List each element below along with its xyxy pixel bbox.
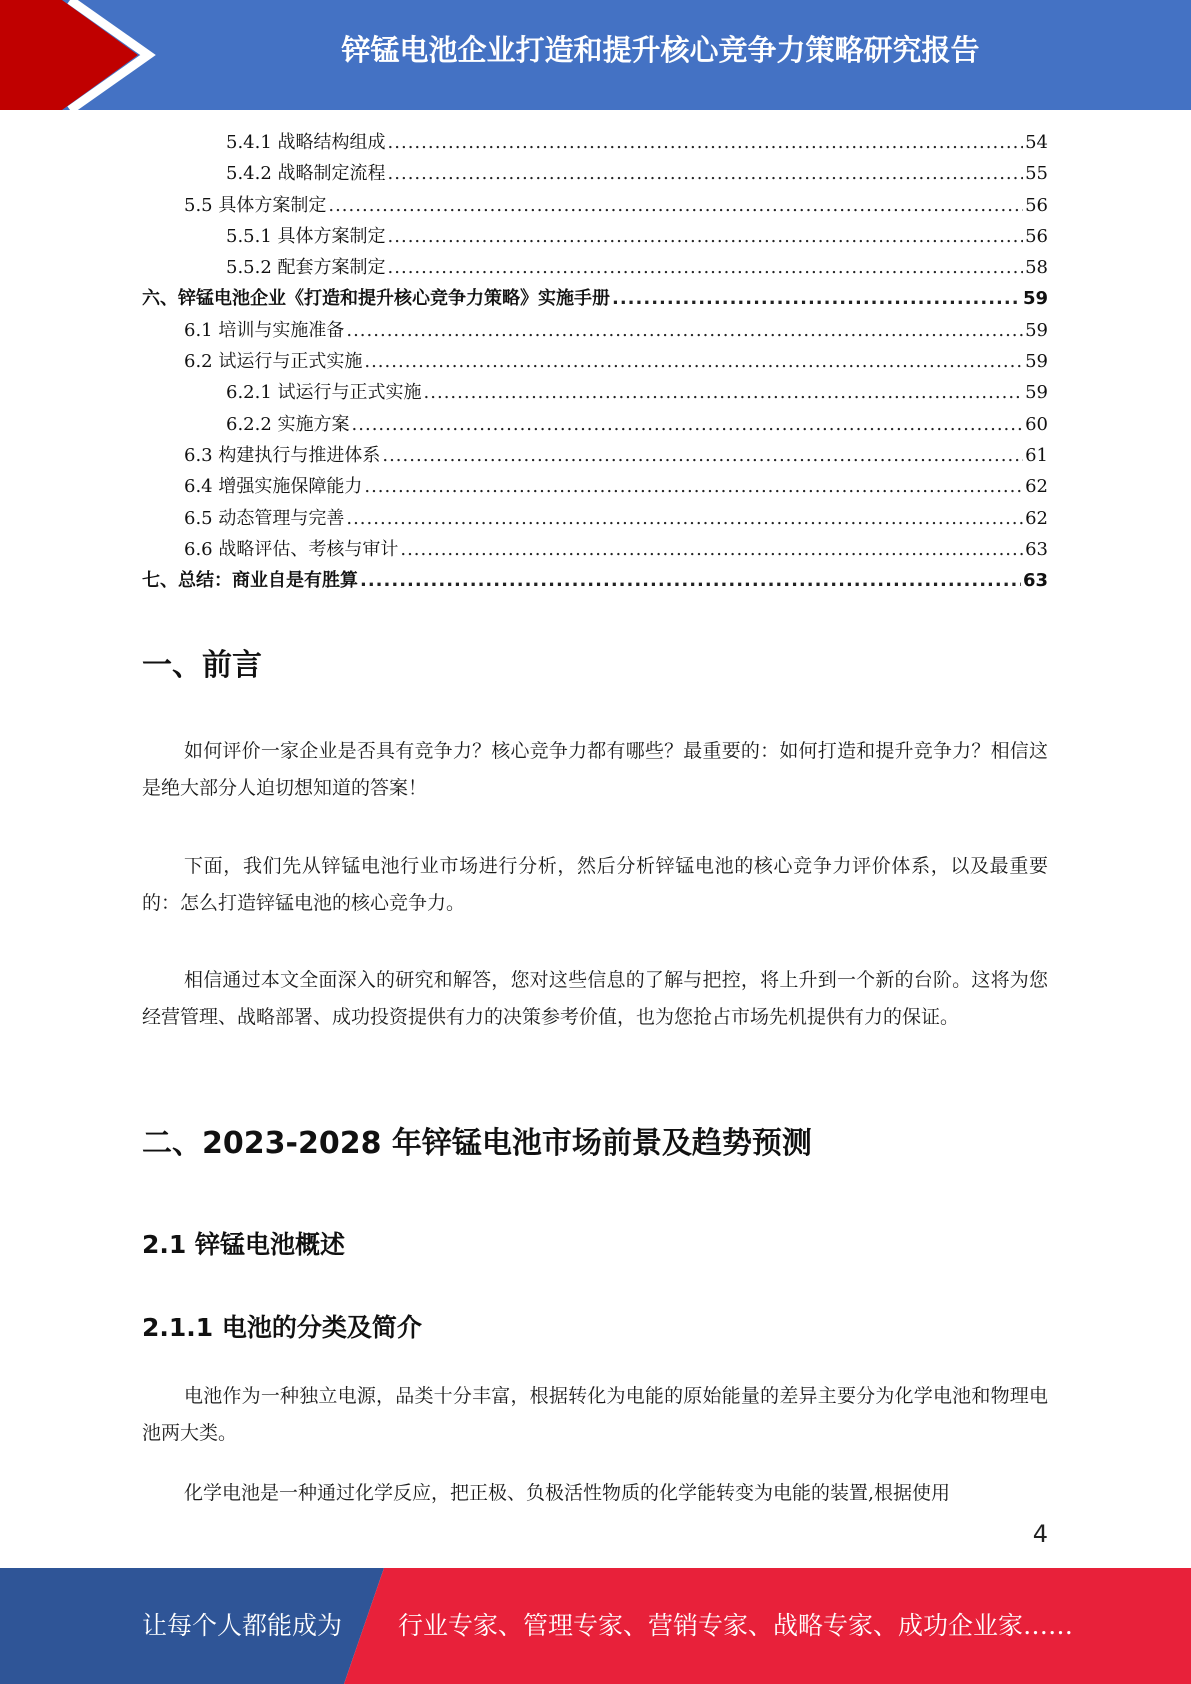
toc-entry[interactable] [142, 222, 1048, 253]
toc-entry[interactable] [142, 441, 1048, 472]
toc-entry-page: 59 [1025, 351, 1048, 373]
footer-slogan-right: 行业专家、管理专家、营销专家、战略专家、成功企业家…… [398, 1611, 1074, 1640]
toc-entry-label: 六、锌锰电池企业《打造和提升核心竞争力策略》实施手册 [142, 288, 610, 310]
paragraph: 化学电池是一种通过化学反应，把正极、负极活性物质的化学能转变为电能的装置,根据使用 [184, 1482, 951, 1504]
toc-leader-dots [382, 445, 1023, 466]
toc-leader-dots [346, 320, 1023, 341]
toc-entry-page: 62 [1025, 476, 1048, 498]
toc-entry[interactable] [142, 566, 1048, 597]
paragraph: 如何评价一家企业是否具有竞争力？核心竞争力都有哪些？最重要的：如何打造和提升竞争力？相信这是绝大部分人迫切想知道的答案！ [142, 740, 1048, 799]
toc-entry-label: 6.2.2 实施方案 [226, 413, 350, 435]
subsection-heading: 2.1 锌锰电池概述 [142, 1230, 345, 1259]
paragraph: 电池作为一种独立电源，品类十分丰富，根据转化为电能的原始能量的差异主要分为化学电池和物理电池两大类。 [142, 1385, 1048, 1444]
subsubsection-heading: 2.1.1 电池的分类及简介 [142, 1313, 422, 1342]
toc-entry-label: 5.5 具体方案制定 [184, 194, 327, 216]
toc-leader-dots [360, 570, 1021, 591]
toc-entry-label: 6.1 培训与实施准备 [184, 319, 345, 341]
toc-entry-label: 5.4.2 战略制定流程 [226, 163, 386, 185]
toc-leader-dots [388, 163, 1024, 184]
toc-entry-page: 61 [1025, 444, 1048, 466]
toc-entry-label: 七、总结：商业自是有胜算 [142, 570, 358, 592]
toc-leader-dots [388, 132, 1024, 153]
table-of-contents [142, 128, 1048, 597]
toc-entry[interactable] [142, 128, 1048, 159]
toc-entry[interactable] [142, 472, 1048, 503]
toc-entry-page: 60 [1025, 413, 1048, 435]
toc-entry-page: 56 [1025, 225, 1048, 247]
page-number: 4 [1032, 1520, 1048, 1548]
toc-entry-label: 5.4.1 战略结构组成 [226, 132, 386, 153]
toc-leader-dots [364, 351, 1023, 372]
header-title: 锌锰电池企业打造和提升核心竞争力策略研究报告 [341, 33, 980, 67]
toc-entry-label: 6.2.1 试运行与正式实施 [226, 382, 422, 404]
page-header [0, 0, 1191, 110]
toc-leader-dots [424, 382, 1024, 403]
toc-entry[interactable] [142, 284, 1048, 315]
toc-entry-page: 59 [1022, 288, 1048, 310]
footer-slogan-left: 让每个人都能成为 [142, 1611, 343, 1640]
toc-entry[interactable] [142, 159, 1048, 190]
toc-entry-page: 59 [1025, 319, 1048, 341]
toc-leader-dots [364, 476, 1023, 497]
toc-entry[interactable] [142, 535, 1048, 566]
toc-leader-dots [352, 414, 1024, 435]
section-heading-preface: 一、前言 [142, 648, 262, 683]
toc-entry[interactable] [142, 316, 1048, 347]
toc-entry-label: 6.3 构建执行与推进体系 [184, 444, 381, 466]
toc-entry-page: 59 [1025, 382, 1048, 404]
toc-entry-page: 63 [1022, 570, 1048, 592]
toc-leader-dots [328, 195, 1023, 216]
toc-entry[interactable] [142, 378, 1048, 409]
toc-leader-dots [612, 288, 1021, 309]
toc-entry[interactable] [142, 347, 1048, 378]
toc-entry-page: 56 [1025, 194, 1048, 216]
paragraph: 下面，我们先从锌锰电池行业市场进行分析，然后分析锌锰电池的核心竞争力评价体系，以及最重要的：怎么打造锌锰电池的核心竞争力。 [142, 855, 1048, 914]
toc-entry-page: 55 [1025, 163, 1048, 185]
toc-leader-dots [388, 226, 1024, 247]
toc-entry-page: 54 [1025, 132, 1048, 153]
toc-leader-dots [400, 539, 1023, 560]
toc-entry[interactable] [142, 410, 1048, 441]
toc-entry[interactable] [142, 191, 1048, 222]
toc-leader-dots [346, 508, 1023, 529]
toc-entry[interactable] [142, 504, 1048, 535]
toc-entry-page: 58 [1025, 257, 1048, 279]
toc-entry-label: 5.5.2 配套方案制定 [226, 257, 386, 279]
page-footer [0, 1568, 1191, 1684]
toc-entry-label: 6.5 动态管理与完善 [184, 507, 345, 529]
toc-entry-page: 62 [1025, 507, 1048, 529]
toc-leader-dots [388, 257, 1024, 278]
toc-entry-label: 6.4 增强实施保障能力 [184, 476, 363, 498]
toc-entry-label: 6.6 战略评估、考核与审计 [184, 538, 399, 560]
toc-entry-label: 5.5.1 具体方案制定 [226, 225, 386, 247]
toc-entry-page: 63 [1025, 538, 1048, 560]
toc-entry-label: 6.2 试运行与正式实施 [184, 351, 363, 373]
paragraph: 相信通过本文全面深入的研究和解答，您对这些信息的了解与把控，将上升到一个新的台阶。这将为您经营管理、战略部署、成功投资提供有力的决策参考价值，也为您抢占市场先机提供有力的保证。 [142, 969, 1048, 1028]
section-heading-market: 二、2023-2028 年锌锰电池市场前景及趋势预测 [142, 1126, 812, 1161]
toc-entry[interactable] [142, 253, 1048, 284]
